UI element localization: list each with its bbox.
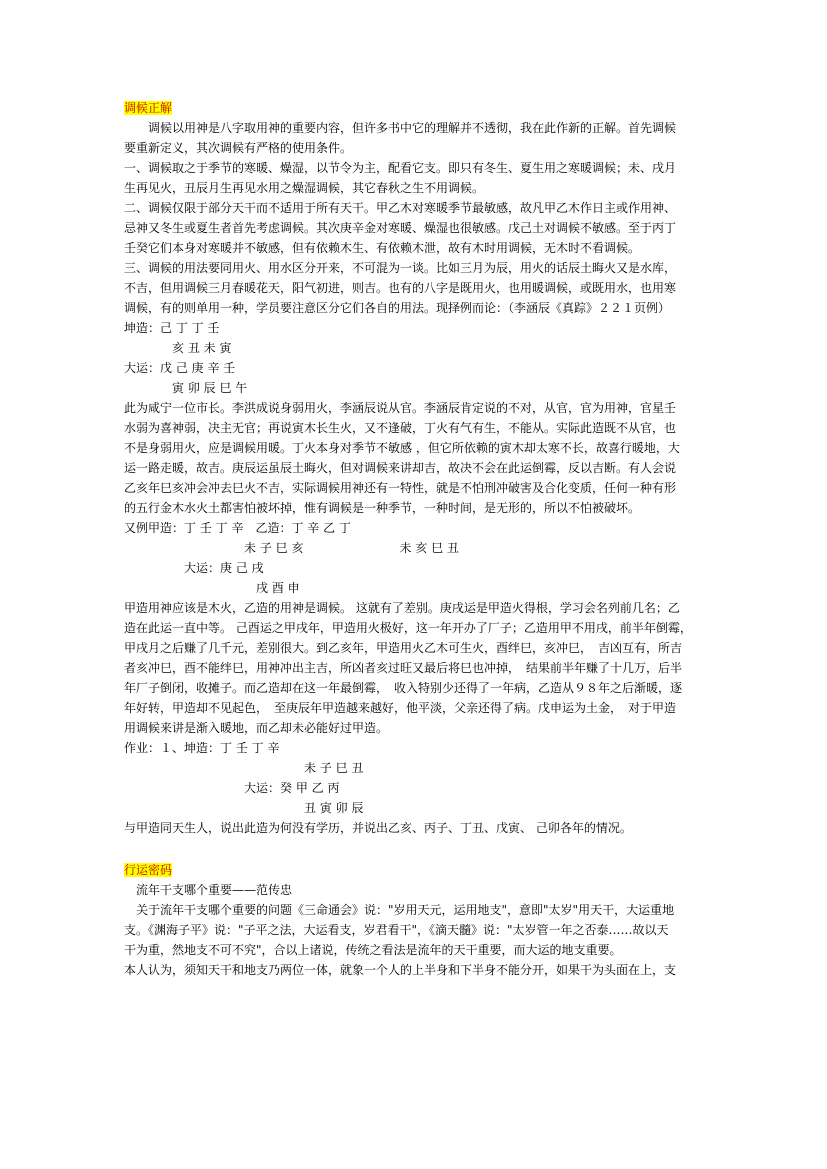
paragraph-line: 的五行金木水火土都害怕被坏掉，惟有调候是一种季节，一种时间，是无形的，所以不怕被破坏。 — [124, 501, 641, 515]
paragraph-line: 生再见火，丑辰月生再见水用之燥湿调候，其它春秋之生不用调候。 — [124, 181, 485, 195]
paragraph-line: 支。《渊海子平》说："子平之法，大运看支，岁君看干"，《滴天髓》说："太岁管一年之否泰……故以天 — [124, 923, 669, 937]
paragraph-line: 乙亥年巳亥冲会冲去巳火不吉，实际调候用神还有一特性，就是不怕刑冲破害及合化变质，任何一种有形 — [124, 481, 677, 495]
paragraph-line: 要重新定义，其次调候有严格的使用条件。 — [124, 141, 353, 155]
chart-line: 大运：癸 甲 乙 丙 — [124, 781, 340, 795]
paragraph-line: 此为咸宁一位市长。李洪成说身弱用火，李涵辰说从官。李涵辰肯定说的不对，从官，官为用神，官星壬 — [124, 401, 677, 415]
chart-line: 又例甲造：丁 壬 丁 辛 乙造：丁 辛 乙 丁 — [124, 521, 351, 535]
paragraph-line: 年厂子倒闭，收摊子。而乙造却在这一年最倒霉， 收入特别少还得了一年病，乙造从９８年之后渐暖，逐 — [124, 681, 683, 695]
paragraph-line: 干为重，然地支不可不究"，合以上诸说，传统之看法是流年的天干重要，而大运的地支重要。 — [124, 943, 622, 957]
paragraph-line: 与甲造同天生人，说出此造为何没有学历，并说出乙亥、丙子、丁丑、戊寅、 己卯各年的情况。 — [124, 821, 632, 835]
paragraph-line: 关于流年干支哪个重要的问题《三命通会》说："岁用天元，运用地支"，意即"太岁"用天干，大运重地 — [124, 903, 675, 917]
paragraph-line: 调候以用神是八字取用神的重要内容，但许多书中它的理解并不透彻，我在此作新的正解。首先调候 — [124, 121, 677, 135]
chart-line: 未 子 巳 丑 — [124, 761, 364, 775]
paragraph-line: 忌神又冬生或夏生者首先考虑调候。其次庚辛金对寒暖、燥湿也很敏感。戊己土对调候不敏感。至于丙丁 — [124, 221, 677, 235]
subtitle-line: 流年干支哪个重要——范传忠 — [124, 883, 293, 897]
paragraph-line: 水弱为喜神弱，决主无官；再说寅木长生火，又不逢破，丁火有气有生，不能从。实际此造既不从官，也 — [124, 421, 677, 435]
paragraph-line: 用调候来讲是渐入暖地，而乙却未必能好过甲造。 — [124, 721, 389, 735]
paragraph-line: 不吉，但用调候三月春暖花天，阳气初进，则吉。也有的八字是既用火，也用暖调候，或既用水，也用寒 — [124, 281, 677, 295]
chart-line: 未 子 巳 亥 未 亥 巳 丑 — [124, 541, 459, 555]
chart-line: 寅 卯 辰 巳 午 — [124, 381, 248, 395]
paragraph-line: 不是身弱用火，应是调候用暖。丁火本身对季节不敏感 ，但它所依赖的寅木却太寒不长，故喜行暖地，大 — [124, 441, 680, 455]
section-heading-xingyun: 行运密码 — [124, 863, 173, 877]
paragraph-line: 造在此运一直中等。 己酉运之甲戌年，甲造用火极好，这一年开办了厂子；乙造用甲不用戌，前半年倒霉， — [124, 621, 692, 635]
paragraph-line: 者亥冲巳，酉不能绊巳，用神冲出主吉，所凶者亥过旺又最后将巳也冲掉， 结果前半年赚了十几万，后半 — [124, 661, 683, 675]
paragraph-line: 运一路走暖，故吉。庚辰运虽辰土晦火，但对调候来讲却吉，故决不会在此运倒霉，反以吉断。有人会说 — [124, 461, 677, 475]
chart-line: 丑 寅 卯 辰 — [124, 801, 364, 815]
chart-line: 大运：戊 己 庚 辛 壬 — [124, 361, 236, 375]
chart-line: 亥 丑 未 寅 — [124, 341, 232, 355]
section-heading-tiaohou: 调候正解 — [124, 101, 173, 115]
paragraph-line: 三、调候的用法要同用火、用水区分开来，不可混为一谈。比如三月为辰，用火的话辰土晦火又是水库， — [124, 261, 677, 275]
paragraph-line: 壬癸它们本身对寒暖并不敏感，但有依赖木生、有依赖木泄，故有木时用调候，无木时不看调候。 — [124, 241, 641, 255]
paragraph-line: 年好转，甲造却不见起色， 至庚辰年甲造越来越好，他平淡，父亲还得了病。戊申运为土金， 对于甲造 — [124, 701, 677, 715]
paragraph-line: 调候，有的则单用一种，学员要注意区分它们各自的用法。现择例而论：（李涵辰《真踪》２２１页例） — [124, 301, 671, 315]
chart-line: 大运：庚 己 戌 — [124, 561, 264, 575]
paragraph-line: 甲造用神应该是木火，乙造的用神是调候。 这就有了差别。庚戌运是甲造火得根，学习会名列前几名；乙 — [124, 601, 680, 615]
paragraph-line: 一、调候取之于季节的寒暖、燥湿，以节令为主，配看它支。即只有冬生、夏生用之寒暖调候；未、戌月 — [124, 161, 677, 175]
paragraph-line: 本人认为，须知天干和地支乃两位一体，就象一个人的上半身和下半身不能分开，如果干为头面在上，支 — [124, 963, 677, 977]
chart-line: 坤造：己 丁 丁 壬 — [124, 321, 220, 335]
paragraph-line: 甲戌月之后赚了几千元，差别很大。到乙亥年，甲造用火乙木可生火，酉绊巳，亥冲巳， 吉凶互有，所吉 — [124, 641, 683, 655]
chart-line: 作业：１、坤造：丁 壬 丁 辛 — [124, 741, 280, 755]
chart-line: 戌 酉 申 — [124, 581, 300, 595]
paragraph-line: 二、调候仅限于部分天干而不适用于所有天干。甲乙木对寒暖季节最敏感，故凡甲乙木作日主或作用神、 — [124, 201, 677, 215]
